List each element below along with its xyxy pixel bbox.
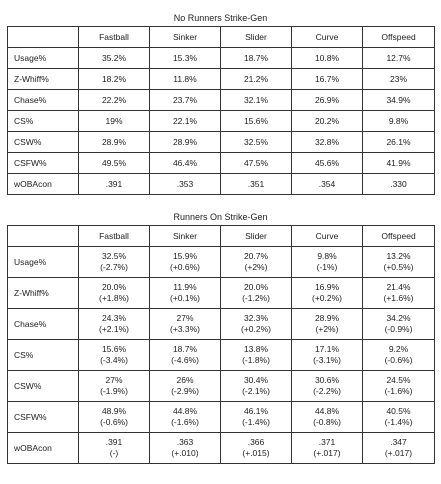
stat-cell: 47.5% [221,153,292,174]
column-header: Curve [292,27,363,48]
table-row [8,402,435,433]
stat-delta: (-2.2%) [313,386,341,396]
stat-delta: (-2.7%) [100,262,128,272]
table-row [8,340,435,371]
stat-delta: (+1.8%) [99,293,129,303]
stat-value: 20.7% [243,251,269,261]
stat-cell: .330 [363,174,435,195]
stat-cell: .353 [150,174,221,195]
stat-value: 11.9% [173,282,197,292]
stat-delta: (+.017) [313,448,341,458]
stat-value: 20.0% [101,282,127,292]
stat-value: 18.7% [172,344,198,354]
stat-cell [292,247,363,278]
stat-delta: (+0.2%) [241,324,271,334]
stat-value: 24.5% [386,375,411,385]
stat-cell: 22.2% [79,90,150,111]
row-label: Z-Whiff% [8,69,79,90]
stat-value: 9.2% [388,344,409,354]
stat-cell [150,402,221,433]
stat-cell [79,340,150,371]
table-row [8,433,435,464]
stat-cell: 23.7% [150,90,221,111]
stat-cell: 19% [79,111,150,132]
table-row [8,371,435,402]
stat-delta: (-) [109,448,119,458]
stat-cell [363,278,435,309]
row-label: Usage% [8,247,79,278]
column-header: Fastball [79,226,150,247]
stat-cell [221,247,292,278]
stat-delta: (+1.6%) [383,293,414,303]
stat-cell: 28.9% [79,132,150,153]
stat-value: .371 [318,437,336,447]
stat-delta: (-4.6%) [171,355,199,365]
stat-value: 13.8% [243,344,269,354]
stat-cell [363,371,435,402]
stat-value: 21.4% [386,282,411,292]
row-label: CS% [8,111,79,132]
stat-cell: 21.2% [221,69,292,90]
stat-delta: (+2%) [244,262,268,272]
stat-value: 16.9% [314,282,340,292]
stat-cell: 49.5% [79,153,150,174]
stat-cell: 46.4% [150,153,221,174]
row-label: wOBAcon [8,433,79,464]
table-row [8,132,435,153]
stat-cell: .351 [221,174,292,195]
column-header: Sinker [150,27,221,48]
stat-value: 9.8% [317,251,337,261]
runners-on-table [7,225,435,464]
stat-cell: 12.7% [363,48,435,69]
stat-cell [363,247,435,278]
stat-delta: (-1%) [316,262,338,272]
table-row [8,247,435,278]
stat-delta: (-1.8%) [242,355,270,365]
stat-value: 20.0% [243,282,269,292]
stat-delta: (-1.9%) [100,386,128,396]
stat-cell [150,309,221,340]
stat-cell [221,371,292,402]
row-label: CSW% [8,132,79,153]
stat-delta: (-2.9%) [171,386,199,396]
stat-cell: 45.6% [292,153,363,174]
stat-value: .391 [105,437,123,447]
column-header: Fastball [79,27,150,48]
stat-delta: (+0.6%) [170,262,200,272]
column-header: Offspeed [363,27,435,48]
stat-cell [79,371,150,402]
stat-value: 44.8% [172,406,198,416]
stat-cell: 26.9% [292,90,363,111]
stat-cell [363,402,435,433]
stat-value: .366 [247,437,265,447]
stat-value: 27% [176,313,194,323]
table-row [8,174,435,195]
table-row [8,278,435,309]
stat-value: 15.9% [172,251,198,261]
stat-cell [292,309,363,340]
stat-value: 13.2% [386,251,411,261]
stat-cell: 26.1% [363,132,435,153]
stat-cell: .391 [79,174,150,195]
stat-cell: 15.6% [221,111,292,132]
stat-value: 30.4% [243,375,269,385]
stat-cell [363,433,435,464]
stat-value: 32.3% [243,313,269,323]
stat-delta: (-3.1%) [313,355,341,365]
stat-delta: (-1.2%) [242,293,270,303]
stat-cell: 15.3% [150,48,221,69]
table-row [8,309,435,340]
stat-cell: 18.7% [221,48,292,69]
stat-cell: 32.1% [221,90,292,111]
stat-value: 34.2% [386,313,411,323]
stat-value: 30.6% [314,375,340,385]
stat-value: 24.3% [101,313,127,323]
table-row [8,111,435,132]
stat-cell: 9.8% [363,111,435,132]
stat-delta: (+0.2%) [312,293,342,303]
stat-value: .347 [390,437,407,447]
stat-cell [79,278,150,309]
stat-cell [150,278,221,309]
stat-delta: (+.010) [171,448,199,458]
header-row [8,226,435,247]
stat-cell: 28.9% [150,132,221,153]
column-header: Sinker [150,226,221,247]
row-label: Chase% [8,90,79,111]
stat-delta: (-3.4%) [100,355,128,365]
stat-cell [150,371,221,402]
stat-delta: (-1.4%) [384,417,413,427]
stat-cell [292,402,363,433]
row-label: wOBAcon [8,174,79,195]
row-label: CSW% [8,371,79,402]
stat-cell [221,278,292,309]
stat-delta: (+0.1%) [170,293,200,303]
stat-cell: 18.2% [79,69,150,90]
stat-cell: 10.8% [292,48,363,69]
stat-value: 26% [176,375,194,385]
stat-delta: (-0.9%) [384,324,413,334]
stat-value: 46.1% [243,406,269,416]
stat-delta: (-2.1%) [242,386,270,396]
stat-value: 17.1% [314,344,340,354]
table-row [8,69,435,90]
stat-value: 15.6% [101,344,127,354]
stat-cell [150,340,221,371]
no-runners-title: No Runners Strike-Gen [173,13,268,23]
stat-value: 32.5% [101,251,127,261]
stat-cell [292,278,363,309]
row-label: Usage% [8,48,79,69]
stat-cell: 41.9% [363,153,435,174]
row-label: CSFW% [8,153,79,174]
stat-value: 40.5% [386,406,411,416]
corner-cell [8,27,79,48]
stat-cell [292,371,363,402]
stat-delta: (+2.1%) [99,324,129,334]
stat-cell [79,247,150,278]
stat-cell [221,433,292,464]
stat-cell: 32.8% [292,132,363,153]
header-row [8,27,435,48]
stat-cell [79,433,150,464]
row-label: Chase% [8,309,79,340]
stat-cell [292,340,363,371]
stat-cell [79,402,150,433]
stat-cell: 32.5% [221,132,292,153]
stat-delta: (+2%) [315,324,339,334]
stat-delta: (-0.6%) [384,355,413,365]
stat-cell [221,340,292,371]
stat-value: 48.9% [101,406,127,416]
stat-value: 27% [105,375,123,385]
column-header: Slider [221,226,292,247]
stat-delta: (+.015) [242,448,270,458]
stat-cell [150,247,221,278]
table-row [8,48,435,69]
stat-cell: .354 [292,174,363,195]
stat-delta: (-1.6%) [384,386,413,396]
row-label: CSFW% [8,402,79,433]
stat-delta: (+3.3%) [170,324,200,334]
stat-cell [221,309,292,340]
row-label: Z-Whiff% [8,278,79,309]
stat-cell [79,309,150,340]
stat-delta: (-1.4%) [242,417,270,427]
stat-cell: 11.8% [150,69,221,90]
stat-cell: 22.1% [150,111,221,132]
stat-value: 44.8% [314,406,340,416]
stat-cell: 35.2% [79,48,150,69]
stat-cell [292,433,363,464]
column-header: Slider [221,27,292,48]
stat-delta: (+0.5%) [383,262,414,272]
column-header: Offspeed [363,226,435,247]
row-label: CS% [8,340,79,371]
stat-delta: (-0.8%) [313,417,341,427]
table-row [8,90,435,111]
stat-delta: (+.017) [384,448,413,458]
stat-cell [363,309,435,340]
corner-cell [8,226,79,247]
stat-cell [221,402,292,433]
column-header: Curve [292,226,363,247]
stat-cell: 34.9% [363,90,435,111]
stat-delta: (-1.6%) [171,417,199,427]
runners-on-title: Runners On Strike-Gen [173,212,268,222]
table-row [8,153,435,174]
stat-cell: 23% [363,69,435,90]
no-runners-table [7,26,435,195]
stat-cell: 20.2% [292,111,363,132]
stat-cell: 16.7% [292,69,363,90]
stat-value: 28.9% [314,313,340,323]
stat-cell [363,340,435,371]
stat-value: .363 [176,437,194,447]
stat-cell [150,433,221,464]
stat-delta: (-0.6%) [100,417,128,427]
